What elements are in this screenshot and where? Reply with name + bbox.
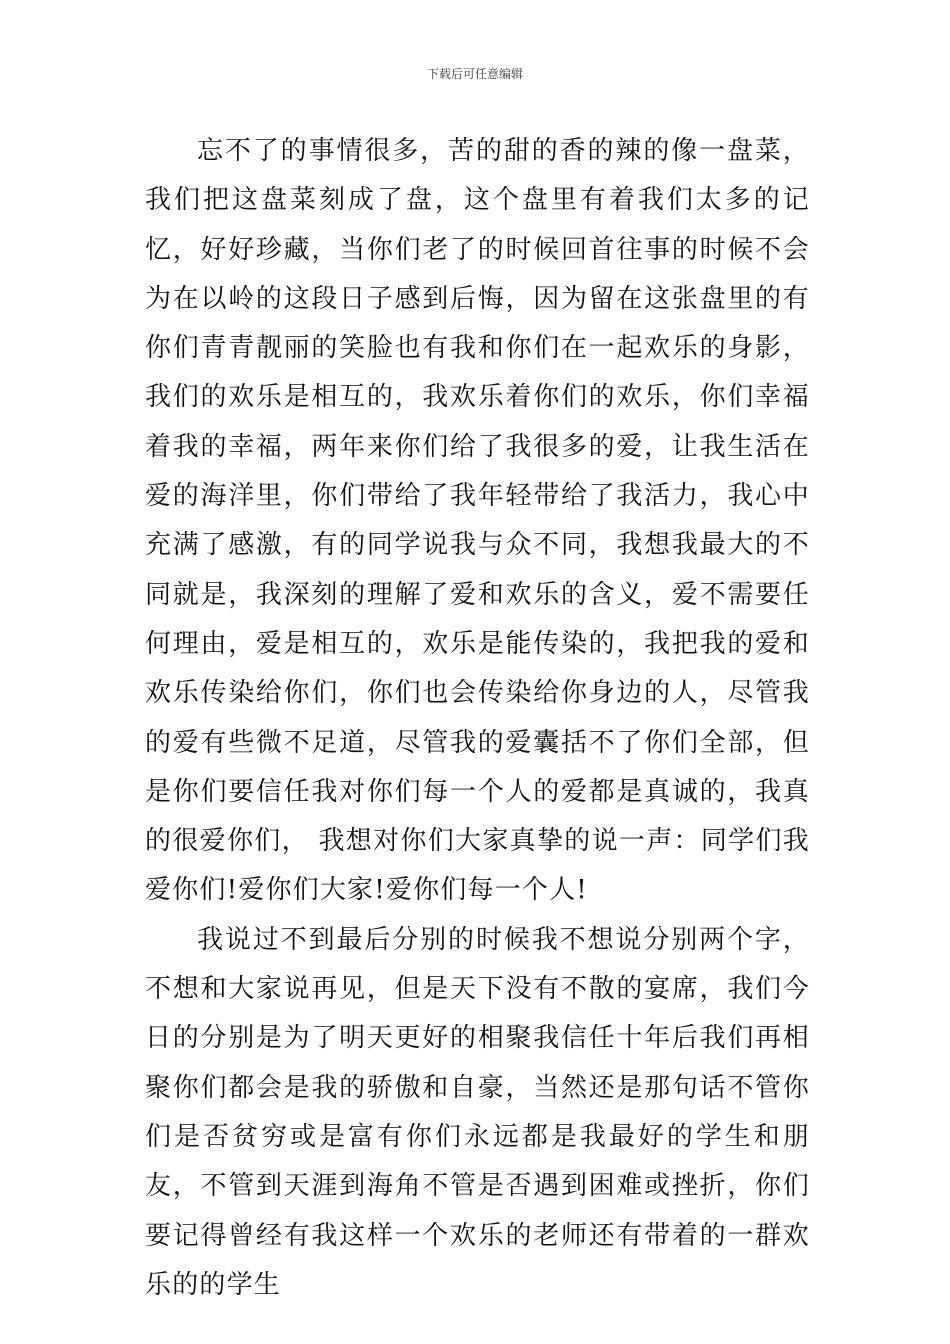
body-text <box>145 127 810 1310</box>
paragraph-2: 我说过不到最后分别的时候我不想说分别两个字，不想和大家说再见，但是天下没有不散的宴席，我们今日的分别是为了明天更好的相聚我信任十年后我们再相聚你们都会是我的骄傲和自豪，当然还是那句话不管你们是否贫穷或是富有你们永远都是我最好的学生和朋友，不管到天涯到海角不管是否遇到困难或挫折，你们要记得曾经有我这样一个欢乐的老师还有带着的一群欢乐的的学生 <box>145 924 810 1300</box>
header-note: 下载后可任意编辑 <box>426 67 523 81</box>
paragraph-1: 忘不了的事情很多，苦的甜的香的辣的像一盘菜，我们把这盘菜刻成了盘，这个盘里有着我们太多的记忆，好好珍藏，当你们老了的时候回首往事的时候不会为在以岭的这段日子感到后悔，因为留在这张盘里的有你们青青靓丽的笑脸也有我和你们在一起欢乐的身影，我们的欢乐是相互的，我欢乐着你们的欢乐，你们幸福着我的幸福，两年来你们给了我很多的爱，让我生活在爱的海洋里，你们带给了我年轻带给了我活力，我心中充满了感激，有的同学说我与众不同，我想我最大的不同就是，我深刻的理解了爱和欢乐的含义，爱不需要任何理由，爱是相互的，欢乐是能传染的，我把我的爱和欢乐传染给你们，你们也会传染给你身边的人，尽管我的爱有些微不足道，尽管我的爱囊括不了你们全部，但是你们要信任我对你们每一个人的爱都是真诚的，我真的很爱你们， 我想对你们大家真挚的说一声：同学们我爱你们!爱你们大家!爱你们每一个人! <box>145 136 810 906</box>
